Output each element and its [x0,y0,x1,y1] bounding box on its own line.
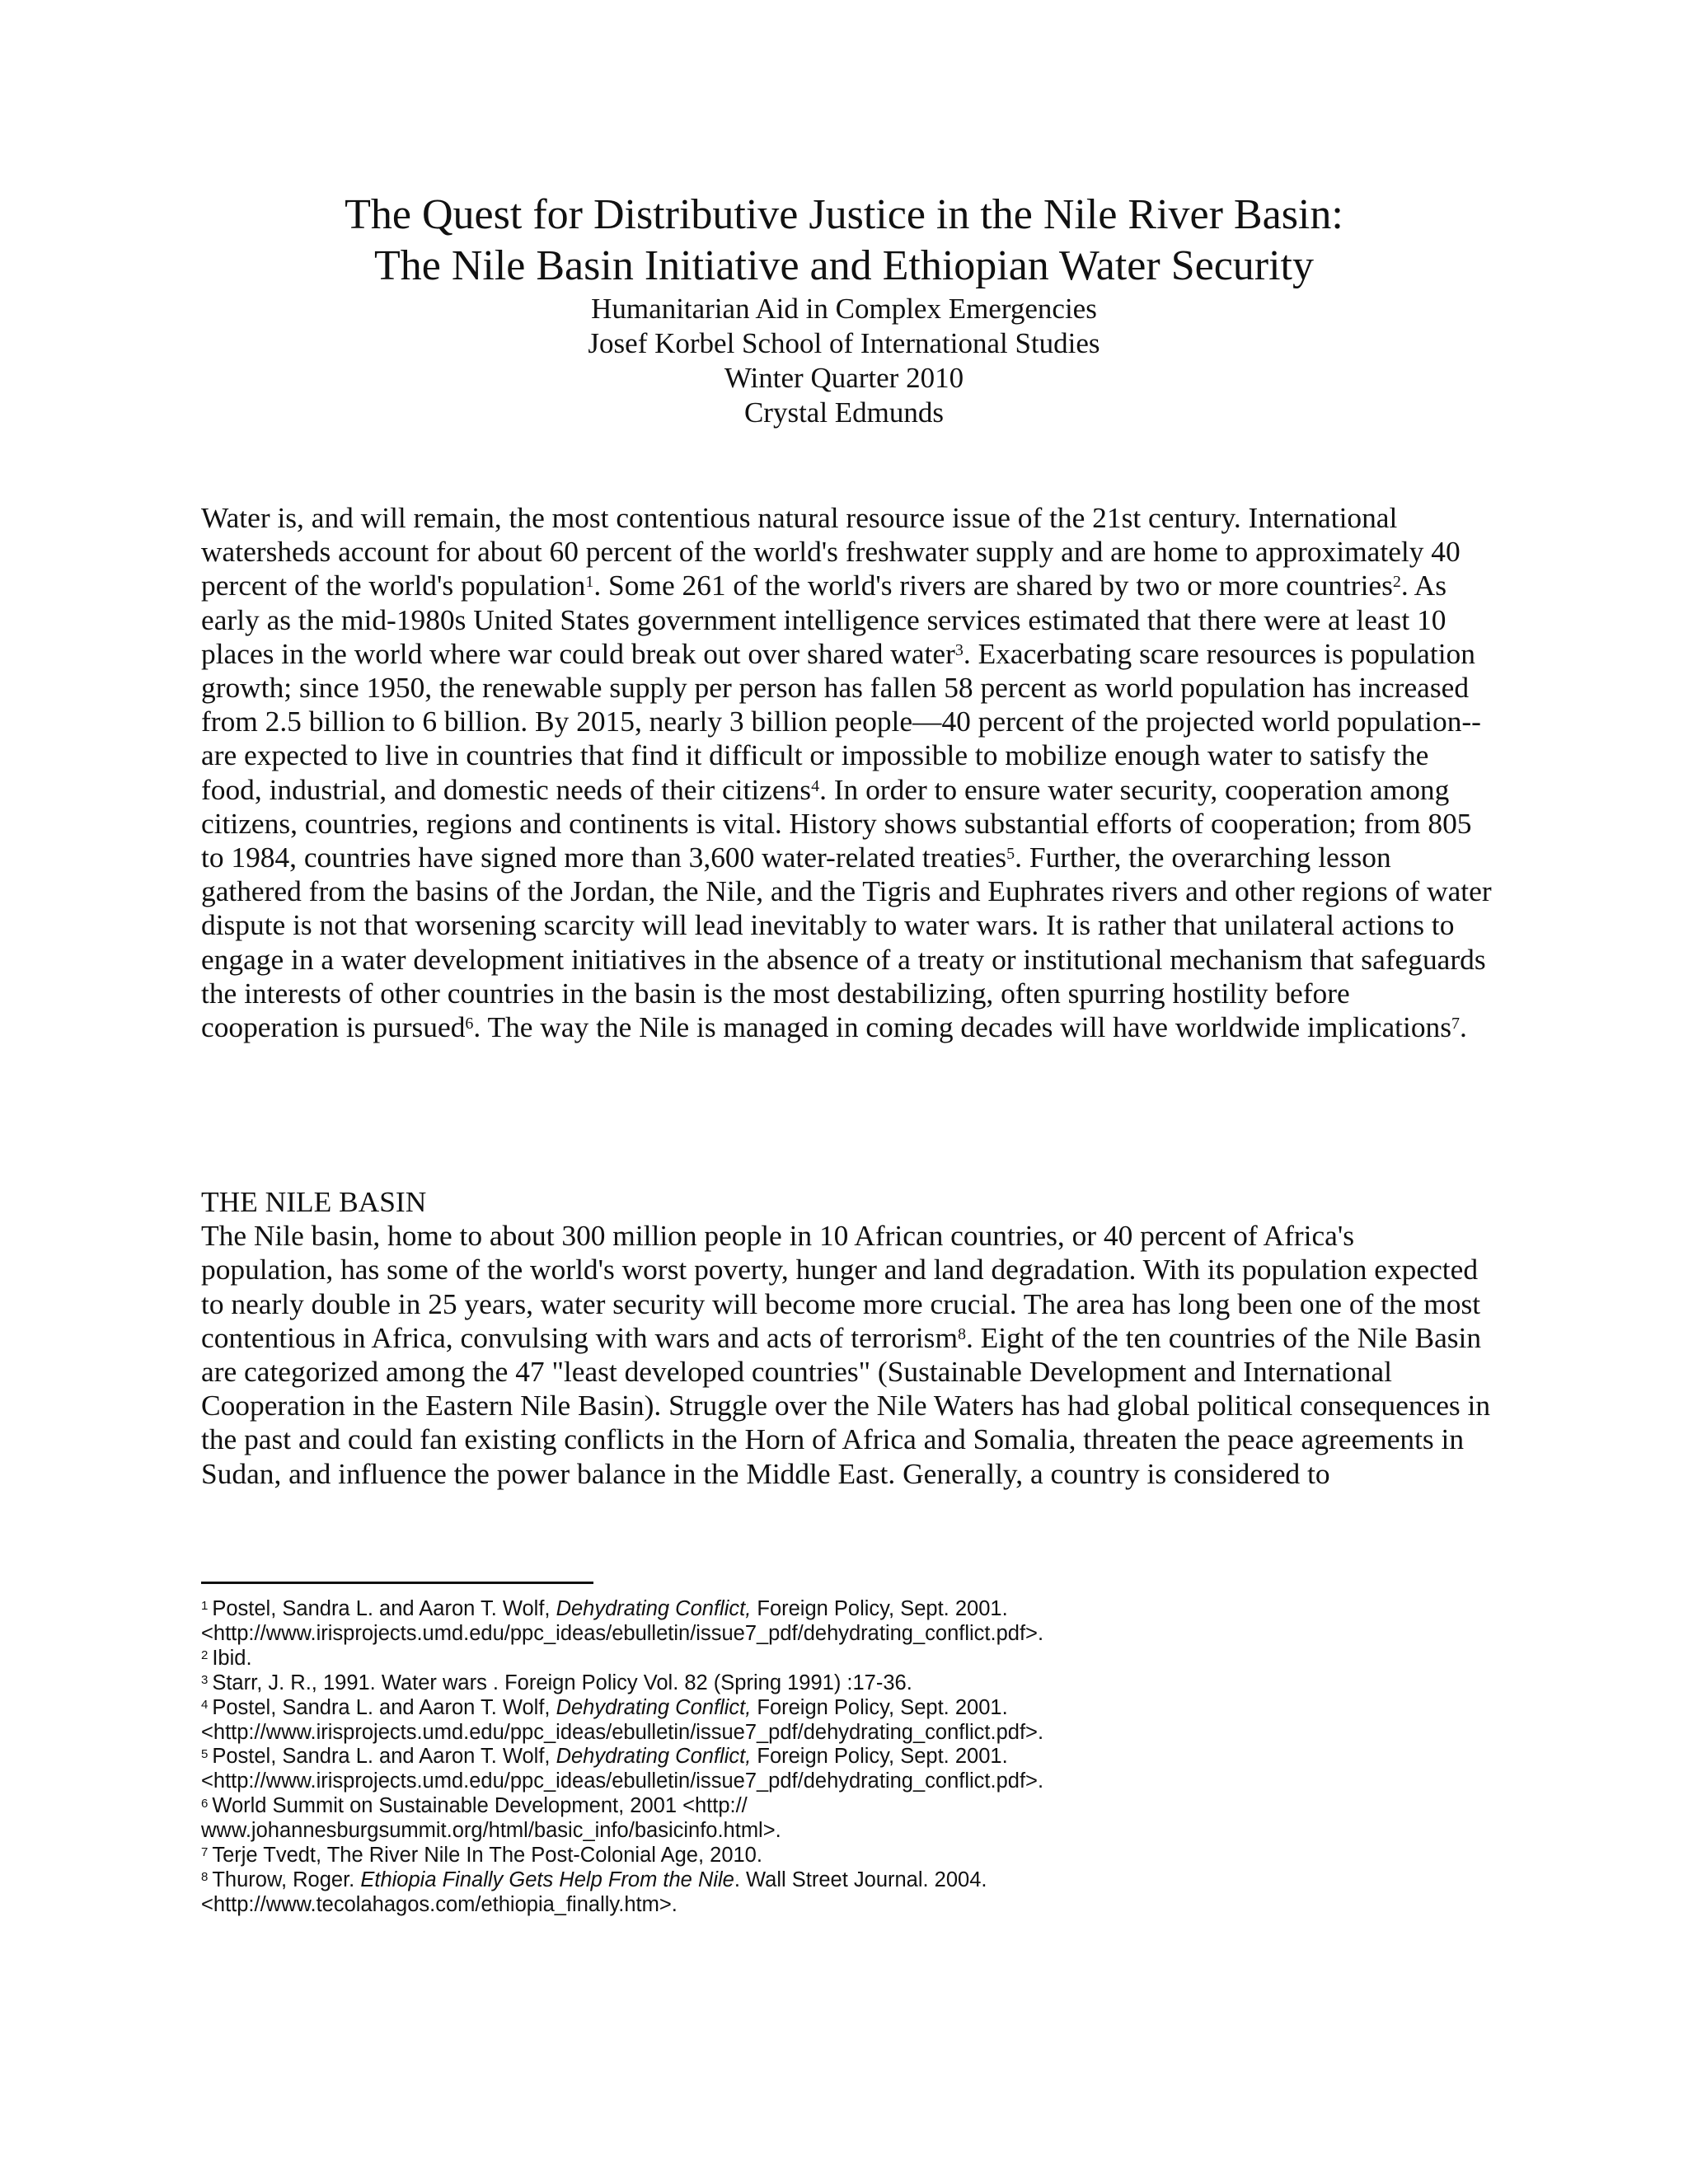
author-name: Crystal Edmunds [743,396,945,429]
footnote-ref-4[interactable]: 4 [811,776,820,795]
footnote-text: Postel, Sandra L. and Aaron T. Wolf, [212,1745,556,1769]
intro-text-6: . Further, the overarching lesson gathered from the basins of the Jordan, the Nile, and the Tigris and Euphrates rivers and other regions of water dispute is not that worsening scarcity will lead inevitably to water wars. It is rather that unilateral actions to engage in a water development initiatives in the absence of a treaty or institutional mechanism that safeguards the interests of other countries in the basin is the most destabilizing, often spurring hostility before cooperation is pursued [201,841,1492,1044]
footnote-number: 8 [201,1870,209,1885]
title-line-1: The Quest for Distributive Justice in the Nile River Basin: [345,191,1343,238]
footnote-number: 5 [201,1746,209,1761]
footnote-ref-7[interactable]: 7 [1451,1015,1460,1033]
footnote-title: Ethiopia Finally Gets Help From the Nile [360,1868,734,1891]
footnote-text: . Wall Street Journal. 2004. [734,1868,987,1891]
footnote-text: Postel, Sandra L. and Aaron T. Wolf, [212,1597,556,1620]
footnote-separator [201,1582,593,1584]
footnote-1 [201,1597,1492,1622]
intro-text-1: Water is, and will remain, the most contentious natural resource issue of the 21st century. International watersheds account for about 60 percent of the world's freshwater supply and are home to approximately 40 percent of the world's population [201,501,1461,602]
footnote-text: Ibid. [212,1646,252,1670]
footnote-8 [201,1868,1492,1893]
footnote-text: World Summit on Sustainable Development, 2001 <http:// [212,1794,748,1818]
section-text-2: . Eight of the ten countries of the Nile Basin are categorized among the 47 "least developed countries" (Sustainable Development and International Cooperation in the Eastern Nile Basin). Struggle over the Nile Waters has had global political consequences in the past and could fan existing conflicts in the Horn of Africa and Somalia, threaten the peace agreements in Sudan, and influence the power balance in the Middle East. Generally, a country is considered to [201,1320,1491,1490]
footnote-ref-5[interactable]: 5 [1006,845,1015,864]
footnote-ref-2[interactable]: 2 [1392,573,1401,592]
intro-paragraph [201,501,1492,1044]
footnote-text: Foreign Policy, Sept. 2001. [751,1745,1008,1769]
footnote-ref-6[interactable]: 6 [465,1015,474,1033]
footnote-ref-3[interactable]: 3 [954,640,964,659]
footnote-number: 6 [201,1796,209,1811]
footnote-text: Foreign Policy, Sept. 2001. [751,1597,1008,1620]
footnote-link[interactable]: www.johannesburgsummit.org/html/basic_info/basicinfo.html>. [201,1819,781,1843]
footnote-3 [201,1671,1492,1696]
course-name: Humanitarian Aid in Complex Emergencies [591,293,1097,325]
footnote-ref-8[interactable]: 8 [957,1324,966,1343]
footnote-text: Foreign Policy, Sept. 2001. [751,1695,1008,1719]
footnote-title: Dehydrating Conflict, [556,1597,752,1620]
intro-text-7: . The way the Nile is managed in coming decades will have worldwide implications [473,1010,1451,1044]
footnote-2 [201,1647,1492,1671]
footnote-number: 4 [201,1697,209,1712]
footnote-4 [201,1696,1492,1721]
footnote-6 [201,1794,1492,1819]
footnote-text: Starr, J. R., 1991. Water wars . Foreign Policy Vol. 82 (Spring 1991) :17-36. [212,1671,912,1694]
intro-text-5: . In order to ensure water security, cooperation among citizens, countries, regions and continents is vital. History shows substantial efforts of cooperation; from 805 to 1984, countries have signed more than 3,600 water-related treaties [201,772,1472,874]
title-block [0,190,1688,430]
intro-text-2: . Some 261 of the world's rivers are shared by two or more countries [593,569,1393,602]
footnotes [201,1597,1492,1918]
section-heading: THE NILE BASIN [201,1185,427,1218]
intro-text-4: . Exacerbating scare resources is population growth; since 1950, the renewable supply per person has fallen 58 percent as world population has increased from 2.5 billion to 6 billion. By 2015, nearly 3 billion people—40 percent of the projected world population-- are expected to live in countries that find it difficult or impossible to mobilize enough water to satisfy the food, industrial, and domestic needs of their citizens [201,636,1481,806]
footnote-link[interactable]: <http://www.irisprojects.umd.edu/ppc_ideas/ebulletin/issue7_pdf/dehydrating_conflict.pdf>. [201,1621,1044,1645]
intro-text-8: . [1460,1010,1467,1044]
footnote-title: Dehydrating Conflict, [556,1745,752,1769]
footnote-ref-1[interactable]: 1 [585,573,594,592]
footnote-link[interactable]: <http://www.irisprojects.umd.edu/ppc_ideas/ebulletin/issue7_pdf/dehydrating_conflict.pdf>. [201,1769,1044,1793]
term: Winter Quarter 2010 [724,362,964,394]
footnote-number: 2 [201,1648,209,1663]
footnote-5 [201,1745,1492,1769]
footnote-text: Postel, Sandra L. and Aaron T. Wolf, [212,1695,556,1719]
footnote-number: 3 [201,1672,209,1687]
footnote-link[interactable]: <http://www.tecolahagos.com/ethiopia_finally.htm>. [201,1892,678,1916]
school-name: Josef Korbel School of International Studies [588,327,1100,359]
footnote-7 [201,1844,1492,1868]
footnote-number: 7 [201,1845,209,1860]
title-line-2: The Nile Basin Initiative and Ethiopian Water Security [374,242,1314,289]
footnote-number: 1 [201,1599,209,1614]
footnote-text: Terje Tvedt, The River Nile In The Post-Colonial Age, 2010. [212,1844,762,1868]
section-text-1: The Nile basin, home to about 300 million people in 10 African countries, or 40 percent of Africa's population, has some of the world's worst poverty, hunger and land degradation. With its population expected to nearly double in 25 years, water security will become more crucial. The area has long been one of the most contentious in Africa, convulsing with wars and acts of terrorism [201,1219,1481,1354]
intro-text-3: . As early as the mid-1980s United States government intelligence services estimated that there were at least 10 places in the world where war could break out over shared water [201,569,1447,670]
footnote-link[interactable]: <http://www.irisprojects.umd.edu/ppc_ideas/ebulletin/issue7_pdf/dehydrating_conflict.pdf>. [201,1720,1044,1744]
footnote-title: Dehydrating Conflict, [556,1695,752,1719]
footnote-text: Thurow, Roger. [212,1868,361,1891]
nile-basin-section [201,1185,1492,1491]
